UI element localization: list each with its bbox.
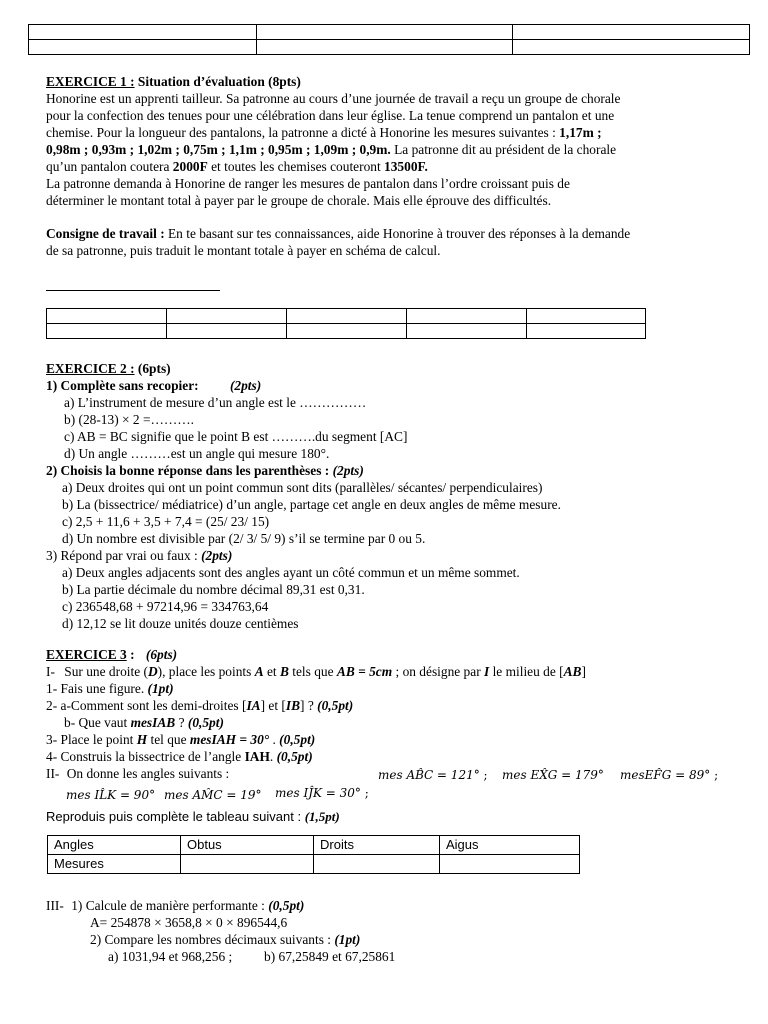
ex3-expression: A= 254878 × 3658,8 × 0 × 896544,6 (90, 915, 288, 930)
text: Sur une droite ( (64, 664, 148, 679)
ex2-item: a) Deux angles adjacents sont des angles ayant un côté commun et un même sommet. (62, 565, 520, 580)
ex2-item: d) Un nombre est divisible par (2/ 3/ 5/ 9) s’il se termine par 0 ou 5. (62, 531, 426, 546)
ex3-item (90, 932, 360, 949)
table-cell (167, 324, 287, 339)
angle-4: mes IL̂K = 90° (66, 788, 156, 802)
part-label: III- (46, 898, 64, 913)
ex2-item: b) La partie décimale du nombre décimal 89,31 est 0,31. (62, 582, 365, 597)
part-label: II- (46, 766, 60, 781)
text: On donne les angles suivants : (66, 766, 230, 781)
table-cell (314, 855, 440, 874)
table-cell (287, 309, 407, 324)
points: (0,5pt) (268, 898, 305, 913)
ex1-line (46, 159, 428, 176)
price: 2000F (172, 159, 208, 174)
question-label: 3) Répond par vrai ou faux : (46, 548, 202, 563)
math: B (279, 664, 289, 679)
math: D (147, 664, 158, 679)
reproduis-line (46, 809, 340, 826)
text: qu’un pantalon coutera (46, 159, 173, 174)
table-cell (167, 309, 287, 324)
angle-1 (378, 767, 488, 784)
text: ; (364, 786, 369, 800)
consigne-label: Consigne de travail : (46, 226, 165, 241)
measures: 0,98m ; 0,93m ; 1,02m ; 0,75m ; 1,1m ; 0,95m ; 1,09m ; 0,9m. (46, 142, 391, 157)
table-cell (47, 309, 167, 324)
table-cell (407, 309, 527, 324)
price: 13500F. (384, 159, 428, 174)
angle-3 (620, 767, 718, 784)
ex3-title: EXERCICE 3 (46, 647, 127, 662)
ex2-item: b) La (bissectrice/ médiatrice) d’un angle, partage cet angle en deux angles de même mesure. (62, 497, 561, 512)
measure: 1,17m ; (559, 125, 602, 140)
table-cell (513, 25, 750, 40)
ex2-points: (6pts) (134, 361, 171, 376)
ex2-q3-heading (46, 548, 232, 565)
text: 4- Construis la bissectrice de l’angle (46, 749, 245, 764)
ex2-item: d) 12,12 se lit douze unités douze centièmes (62, 616, 299, 631)
text: ), place les points (157, 664, 255, 679)
table-cell (440, 855, 580, 874)
table-header-cell: Angles (48, 836, 181, 855)
table-cell (527, 324, 646, 339)
ex2-item: a) L’instrument de mesure d’un angle est le …………… (64, 395, 367, 410)
math: I (484, 664, 490, 679)
text: 2) Compare les nombres décimaux suivants : (90, 932, 335, 947)
question-label: 2) Choisis la bonne réponse dans les parenthèses : (46, 463, 333, 478)
math: H (136, 732, 148, 747)
ex1-line: La patronne demanda à Honorine de ranger les mesures de pantalon dans l’ordre croissant puis de (46, 176, 570, 191)
text: . (269, 732, 280, 747)
ex2-q2-heading (46, 463, 364, 480)
table-header-cell: Droits (314, 836, 440, 855)
text: La patronne dit au président de la chorale (390, 142, 617, 157)
points: (1,5pt) (304, 809, 340, 824)
part-label: I- (46, 664, 55, 679)
angle-6 (275, 785, 369, 802)
ex1-line: Honorine est un apprenti tailleur. Sa patronne au cours d’une journée de travail a reçu un groupe de chorale (46, 91, 621, 106)
points: (0,5pt) (317, 698, 354, 713)
text: et toutes les chemises couteront (207, 159, 385, 174)
text: . (269, 749, 277, 764)
ex2-item: c) 236548,68 + 97214,96 = 334763,64 (62, 599, 269, 614)
points: (0,5pt) (279, 732, 316, 747)
angle-measure: mes IĴK = 30° (275, 786, 361, 800)
ex3-item (46, 681, 174, 698)
math: AB (563, 664, 582, 679)
math: mesIAH = 30° (189, 732, 270, 747)
points: (0,5pt) (187, 715, 224, 730)
text: ] et [ (260, 698, 286, 713)
ex2-q1-heading (46, 378, 261, 395)
text: ] ? (300, 698, 318, 713)
ex2-item: c) AB = BC signifie que le point B est ……….du segment [AC] (64, 429, 408, 444)
points: (2pts) (229, 378, 262, 393)
text: et (263, 664, 280, 679)
table-cell (287, 324, 407, 339)
separator-line (46, 290, 220, 291)
ex1-line (46, 142, 616, 159)
ex2-item: d) Un angle ………est un angle qui mesure 180°. (64, 446, 330, 461)
table-header-cell: Obtus (181, 836, 314, 855)
ex2-heading (46, 361, 171, 378)
points: (1pt) (147, 681, 174, 696)
ex3-item (64, 715, 224, 732)
table-cell (257, 25, 513, 40)
angle-measure: mesEF̂G = 89° (620, 768, 711, 782)
text: tels que (288, 664, 337, 679)
text: ; (714, 768, 719, 782)
middle-empty-table (46, 308, 646, 339)
table-cell (513, 40, 750, 55)
ex2-item: c) 2,5 + 11,6 + 3,5 + 7,4 = (25/ 23/ 15) (62, 514, 270, 529)
ex3-item (46, 749, 313, 766)
table-cell (181, 855, 314, 874)
text: tel que (147, 732, 190, 747)
table-cell (29, 25, 257, 40)
ex2-title: EXERCICE 2 : (46, 361, 135, 376)
ex3-part-ii (46, 766, 229, 783)
text: b- Que vaut (64, 715, 131, 730)
ex1-line: pour la confection des tenues pour une célébration dans leur église. La tenue comprend un pantalon et une (46, 108, 615, 123)
table-cell: Mesures (48, 855, 181, 874)
ex3-points: (6pts) (145, 647, 178, 662)
ex2-item: a) Deux droites qui ont un point commun sont dits (parallèles/ sécantes/ perpendiculaires) (62, 480, 543, 495)
text: 3- Place le point (46, 732, 137, 747)
angle-measure: mes AB̂C = 121° (378, 768, 480, 782)
text: ; (483, 768, 488, 782)
ex2-item: b) (28-13) × 2 =………. (64, 412, 195, 427)
consigne-line: de sa patronne, puis traduit le montant totale à payer en schéma de calcul. (46, 243, 441, 258)
table-cell (407, 324, 527, 339)
ex3-part-i (46, 664, 586, 681)
text: 2- a-Comment sont les demi-droites [ (46, 698, 247, 713)
table-cell (257, 40, 513, 55)
table-cell (29, 40, 257, 55)
angles-table (47, 835, 580, 874)
points: (1pt) (334, 932, 361, 947)
ex1-subtitle: Situation d’évaluation (8pts) (137, 74, 301, 89)
text: 1- Fais une figure. (46, 681, 148, 696)
math: AB = 5cm (336, 664, 393, 679)
points: (0,5pt) (276, 749, 313, 764)
math: IA (246, 698, 261, 713)
table-header-cell: Aigus (440, 836, 580, 855)
angle-5: mes AM̂C = 19° (164, 788, 262, 802)
text: le milieu de [ (489, 664, 564, 679)
ex3-part-iii (46, 898, 304, 915)
angle-name: IAH (244, 749, 270, 764)
math: mesIAB (130, 715, 176, 730)
text: chemise. Pour la longueur des pantalons, la patronne a dicté à Honorine les mesures suivantes : (46, 125, 560, 140)
ex1-line (46, 125, 602, 142)
ex3-compare-a: a) 1031,94 et 968,256 ; (108, 949, 233, 964)
ex1-line: déterminer le montant total à payer par le groupe de chorale. Mais elle éprouve des difficultés. (46, 193, 552, 208)
ex3-compare-b: b) 67,25849 et 67,25861 (264, 949, 396, 964)
consigne-line (46, 226, 630, 243)
text: ? (175, 715, 188, 730)
angle-2: mes EX̂G = 179° (502, 768, 604, 782)
question-label: 1) Complète sans recopier: (46, 378, 199, 393)
ex3-heading: EXERCICE 3 : (6pts) (46, 647, 178, 662)
text: ; on désigne par (392, 664, 485, 679)
ex3-item (46, 698, 353, 715)
text: Reproduis puis complète le tableau suivant : (46, 809, 305, 824)
table-cell (527, 309, 646, 324)
table-cell (47, 324, 167, 339)
ex1-title: EXERCICE 1 : (46, 74, 135, 89)
math: IB (285, 698, 301, 713)
ex1-heading (46, 74, 301, 91)
points: (2pts) (332, 463, 364, 478)
points: (2pts) (201, 548, 233, 563)
text: 1) Calcule de manière performante : (71, 898, 269, 913)
math: A (254, 664, 264, 679)
top-empty-table (28, 24, 750, 55)
text: En te basant sur tes connaissances, aide Honorine à trouver des réponses à la demande (164, 226, 631, 241)
ex3-item (46, 732, 315, 749)
text: ] (581, 664, 586, 679)
